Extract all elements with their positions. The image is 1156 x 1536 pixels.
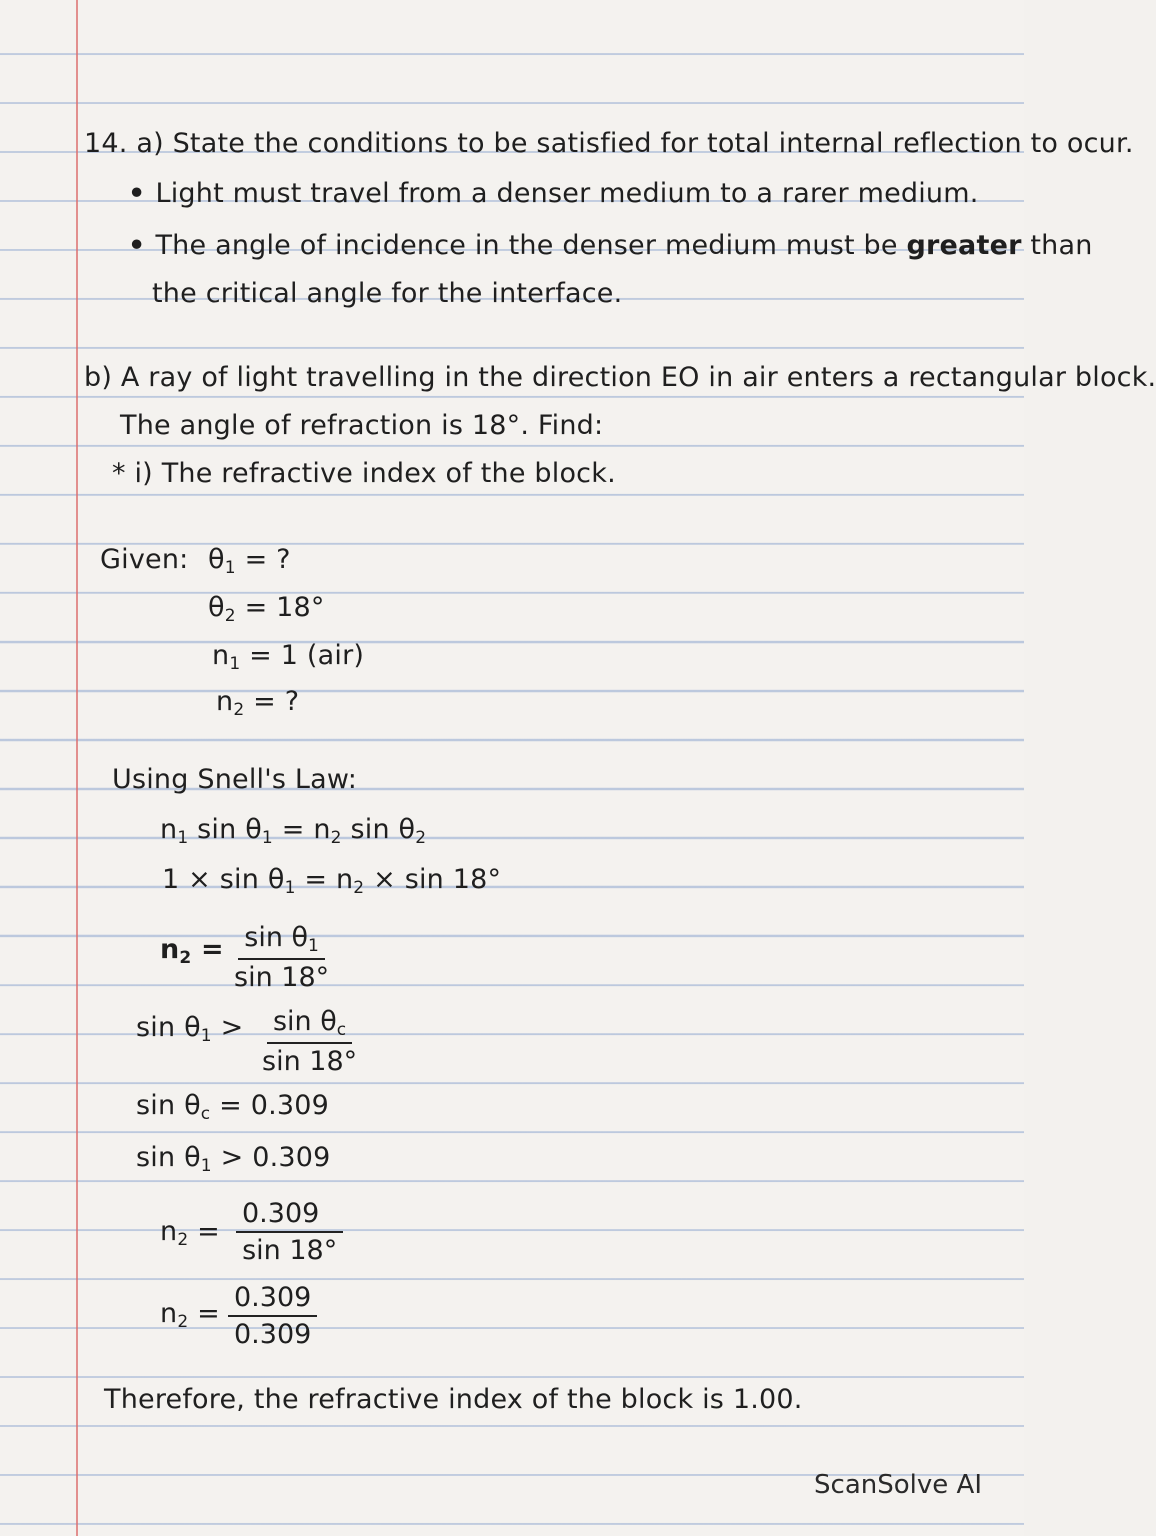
- n2-label-3: $n_2$ =: [160, 1298, 220, 1332]
- n2-label-2: $n_2$ =: [160, 1216, 220, 1250]
- margin-line: [76, 0, 78, 1536]
- snell-equation: $n_1$ $\sin \theta_1 = n_2$ $\sin \theta_2$: [160, 814, 427, 848]
- given-theta2: $\theta_2 = 18^\circ$: [208, 592, 325, 626]
- condition-bullet-1: • Light must travel from a denser medium to a rarer medium.: [128, 178, 979, 209]
- critical-sine-value: $\sin \theta_c = 0.309$: [136, 1090, 330, 1124]
- given-theta1: $\theta_1$ = ?: [208, 544, 291, 578]
- inequality-2: $\sin \theta_1 > 0.309$: [136, 1142, 331, 1176]
- given-label: Given:: [100, 544, 189, 575]
- n2-label-1: $n_2$ =: [160, 934, 224, 968]
- snell-substitution: $1 \times \sin \theta_1 = n_2 \times \sin 18^\circ$: [162, 864, 502, 898]
- given-n2: $n_2$ = ?: [216, 686, 300, 720]
- question-14b-line1: b) A ray of light travelling in the direction EO in air enters a rectangular block.: [84, 362, 1156, 393]
- n2-fraction-3: $\frac{0.309}{0.309}$: [228, 1282, 317, 1350]
- condition-bullet-2: • The angle of incidence in the denser medium must be greater than: [128, 230, 1093, 261]
- emphasis-greater: greater: [906, 230, 1022, 261]
- condition-bullet-2-continued: the critical angle for the interface.: [152, 278, 623, 309]
- inequality-1: $\sin \theta_1$ >: [136, 1012, 244, 1046]
- conclusion: Therefore, the refractive index of the block is 1.00.: [104, 1384, 803, 1415]
- question-14b-line2: The angle of refraction is 18°. Find:: [120, 410, 604, 441]
- question-14b-part-i: * i) The refractive index of the block.: [112, 458, 616, 489]
- brand-watermark: ScanSolve AI: [814, 1470, 982, 1500]
- question-14a-heading: 14. a) State the conditions to be satisfied for total internal reflection to ocur.: [84, 128, 1134, 159]
- snells-law-heading: Using Snell's Law:: [112, 764, 357, 795]
- given-n1: $n_1 = 1$ (air): [212, 640, 365, 674]
- critical-fraction: $\frac{\sin \theta_c}{\sin 18^\circ}$: [262, 1006, 358, 1077]
- n2-fraction-1: $\frac{\sin \theta_1}{\sin 18^\circ}$: [234, 922, 330, 993]
- n2-fraction-2: $\frac{0.309}{\sin 18^\circ}$: [236, 1198, 343, 1266]
